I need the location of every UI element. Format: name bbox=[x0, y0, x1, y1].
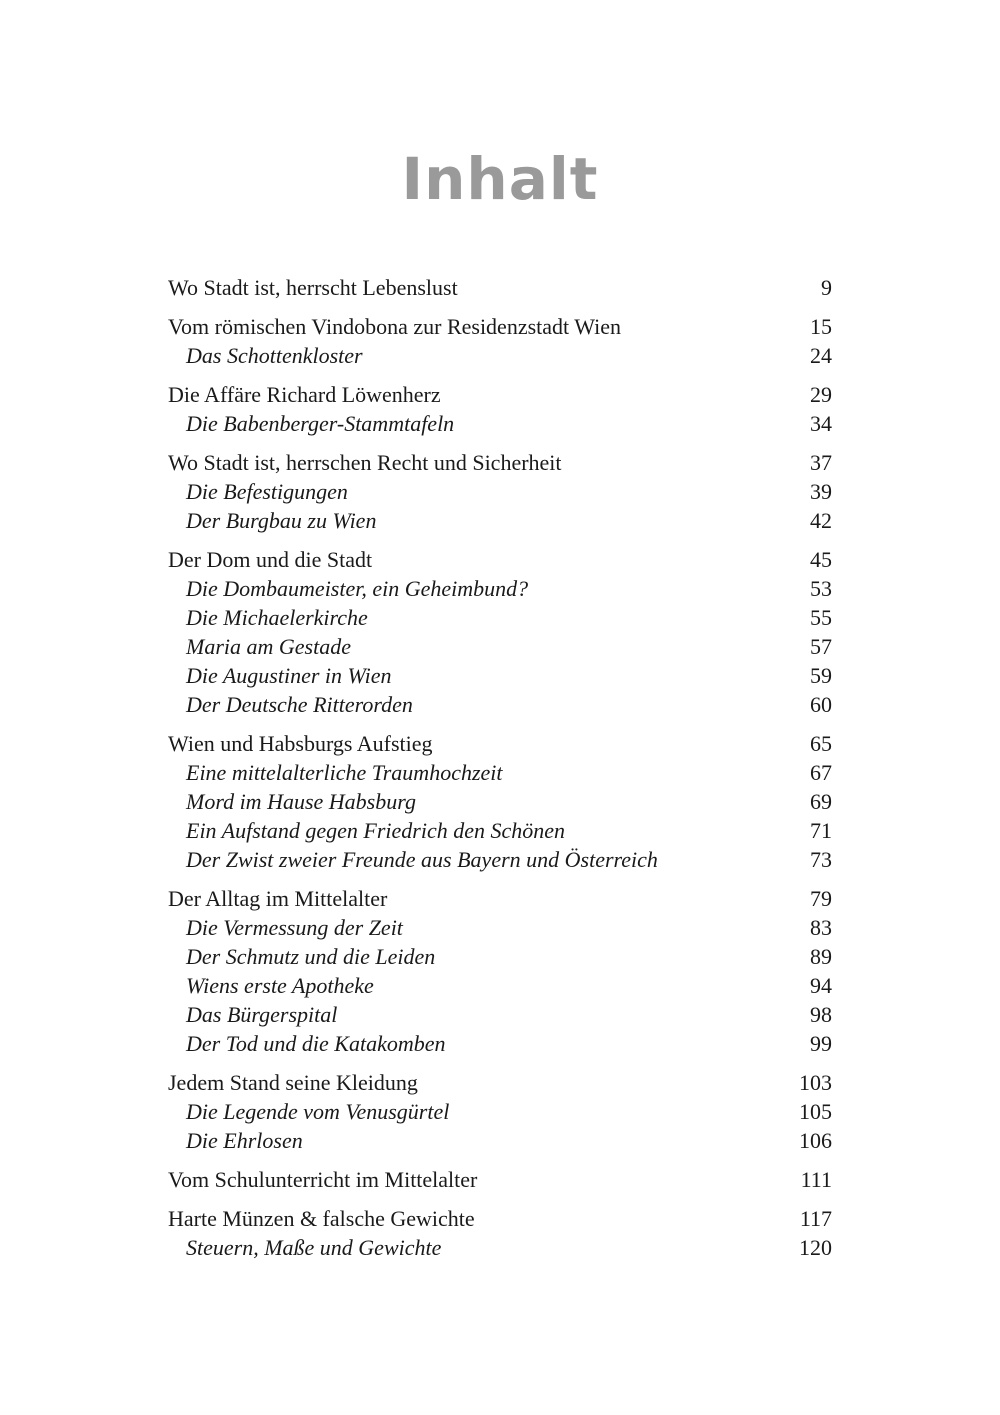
toc-page-number: 89 bbox=[810, 944, 832, 969]
toc-subsection-entry bbox=[168, 913, 832, 942]
toc-subsection-entry bbox=[168, 845, 832, 874]
toc-page-number: 117 bbox=[799, 1206, 832, 1231]
toc-subsection-title: Wiens erste Apotheke bbox=[186, 973, 374, 998]
toc-chapter-group bbox=[168, 273, 832, 302]
toc-subsection-title: Der Schmutz und die Leiden bbox=[186, 944, 436, 969]
toc-subsection-entry bbox=[168, 409, 832, 438]
toc-page-number: 83 bbox=[810, 915, 832, 940]
toc-chapter-group bbox=[168, 729, 832, 874]
toc-chapter-title: Die Affäre Richard Löwenherz bbox=[168, 382, 441, 407]
toc-subsection-entry bbox=[168, 661, 832, 690]
toc-subsection-title: Die Augustiner in Wien bbox=[186, 663, 392, 688]
toc-page-number: 9 bbox=[821, 275, 832, 300]
toc-subsection-entry bbox=[168, 816, 832, 845]
table-of-contents bbox=[168, 273, 832, 1272]
toc-subsection-entry bbox=[168, 1000, 832, 1029]
toc-page-number: 45 bbox=[810, 547, 832, 572]
toc-page-number: 55 bbox=[810, 605, 832, 630]
toc-chapter-entry bbox=[168, 545, 832, 574]
toc-subsection-title: Die Michaelerkirche bbox=[186, 605, 368, 630]
toc-subsection-title: Maria am Gestade bbox=[186, 634, 351, 659]
toc-page-number: 67 bbox=[810, 760, 832, 785]
toc-chapter-group bbox=[168, 545, 832, 719]
toc-chapter-entry bbox=[168, 1165, 832, 1194]
toc-chapter-title: Vom römischen Vindobona zur Residenzstadt Wien bbox=[168, 314, 621, 339]
toc-subsection-entry bbox=[168, 477, 832, 506]
toc-page-number: 94 bbox=[810, 973, 832, 998]
toc-subsection-title: Eine mittelalterliche Traumhochzeit bbox=[186, 760, 503, 785]
toc-page-number: 34 bbox=[810, 411, 832, 436]
toc-subsection-entry bbox=[168, 690, 832, 719]
toc-page-number: 105 bbox=[799, 1099, 832, 1124]
toc-chapter-title: Harte Münzen & falsche Gewichte bbox=[168, 1206, 475, 1231]
toc-subsection-title: Die Legende vom Venusgürtel bbox=[186, 1099, 450, 1124]
toc-chapter-entry bbox=[168, 448, 832, 477]
toc-chapter-group bbox=[168, 1165, 832, 1194]
toc-subsection-title: Ein Aufstand gegen Friedrich den Schönen bbox=[186, 818, 566, 843]
toc-subsection-title: Das Schottenkloster bbox=[186, 343, 363, 368]
toc-subsection-entry bbox=[168, 574, 832, 603]
toc-subsection-title: Die Befestigungen bbox=[186, 479, 348, 504]
toc-subsection-entry bbox=[168, 1233, 832, 1262]
toc-chapter-title: Jedem Stand seine Kleidung bbox=[168, 1070, 418, 1095]
toc-page-number: 53 bbox=[810, 576, 832, 601]
toc-chapter-entry bbox=[168, 312, 832, 341]
toc-subsection-entry bbox=[168, 603, 832, 632]
toc-chapter-group bbox=[168, 448, 832, 535]
toc-subsection-entry bbox=[168, 942, 832, 971]
toc-chapter-title: Wien und Habsburgs Aufstieg bbox=[168, 731, 433, 756]
toc-page-number: 71 bbox=[810, 818, 832, 843]
toc-chapter-group bbox=[168, 884, 832, 1058]
page-title: Inhalt bbox=[401, 144, 599, 213]
toc-page-number: 39 bbox=[810, 479, 832, 504]
toc-subsection-title: Die Babenberger-Stammtafeln bbox=[186, 411, 455, 436]
toc-page-number: 65 bbox=[810, 731, 832, 756]
toc-page-number: 69 bbox=[810, 789, 832, 814]
toc-page-number: 79 bbox=[810, 886, 832, 911]
toc-page-number: 103 bbox=[799, 1070, 832, 1095]
toc-subsection-entry bbox=[168, 1097, 832, 1126]
toc-subsection-entry bbox=[168, 758, 832, 787]
toc-subsection-entry bbox=[168, 787, 832, 816]
toc-chapter-entry bbox=[168, 1204, 832, 1233]
toc-subsection-title: Mord im Hause Habsburg bbox=[186, 789, 416, 814]
toc-subsection-entry bbox=[168, 341, 832, 370]
toc-chapter-entry bbox=[168, 1068, 832, 1097]
toc-subsection-title: Die Dombaumeister, ein Geheimbund? bbox=[186, 576, 529, 601]
toc-subsection-title: Der Zwist zweier Freunde aus Bayern und Österreich bbox=[186, 847, 658, 872]
toc-page-number: 106 bbox=[799, 1128, 832, 1153]
toc-page-number: 120 bbox=[799, 1235, 832, 1260]
toc-page-number: 24 bbox=[810, 343, 832, 368]
toc-chapter-entry bbox=[168, 380, 832, 409]
toc-page-number: 73 bbox=[810, 847, 832, 872]
toc-chapter-group bbox=[168, 1204, 832, 1262]
toc-chapter-title: Vom Schulunterricht im Mittelalter bbox=[168, 1167, 478, 1192]
toc-subsection-title: Das Bürgerspital bbox=[186, 1002, 338, 1027]
toc-page-number: 60 bbox=[810, 692, 832, 717]
toc-chapter-entry bbox=[168, 884, 832, 913]
toc-chapter-group bbox=[168, 312, 832, 370]
toc-page-number: 98 bbox=[810, 1002, 832, 1027]
toc-subsection-entry bbox=[168, 506, 832, 535]
toc-page-number: 42 bbox=[810, 508, 832, 533]
toc-chapter-group bbox=[168, 380, 832, 438]
toc-subsection-title: Die Vermessung der Zeit bbox=[186, 915, 403, 940]
toc-subsection-entry bbox=[168, 1029, 832, 1058]
toc-subsection-title: Der Tod und die Katakomben bbox=[186, 1031, 446, 1056]
toc-subsection-title: Die Ehrlosen bbox=[186, 1128, 303, 1153]
toc-chapter-title: Der Dom und die Stadt bbox=[168, 547, 373, 572]
toc-chapter-title: Wo Stadt ist, herrschen Recht und Sicherheit bbox=[168, 450, 562, 475]
toc-page-number: 59 bbox=[810, 663, 832, 688]
toc-subsection-title: Der Deutsche Ritterorden bbox=[186, 692, 413, 717]
toc-subsection-entry bbox=[168, 1126, 832, 1155]
toc-chapter-title: Wo Stadt ist, herrscht Lebenslust bbox=[168, 275, 458, 300]
toc-chapter-entry bbox=[168, 729, 832, 758]
toc-page-number: 29 bbox=[810, 382, 832, 407]
toc-page-number: 57 bbox=[810, 634, 832, 659]
toc-subsection-title: Steuern, Maße und Gewichte bbox=[186, 1235, 442, 1260]
toc-chapter-group bbox=[168, 1068, 832, 1155]
toc-subsection-title: Der Burgbau zu Wien bbox=[186, 508, 377, 533]
toc-subsection-entry bbox=[168, 971, 832, 1000]
toc-page-number: 15 bbox=[810, 314, 832, 339]
toc-page-number: 111 bbox=[800, 1167, 832, 1192]
toc-page-number: 37 bbox=[810, 450, 832, 475]
toc-page-number: 99 bbox=[810, 1031, 832, 1056]
toc-chapter-title: Der Alltag im Mittelalter bbox=[168, 886, 388, 911]
toc-chapter-entry bbox=[168, 273, 832, 302]
toc-subsection-entry bbox=[168, 632, 832, 661]
